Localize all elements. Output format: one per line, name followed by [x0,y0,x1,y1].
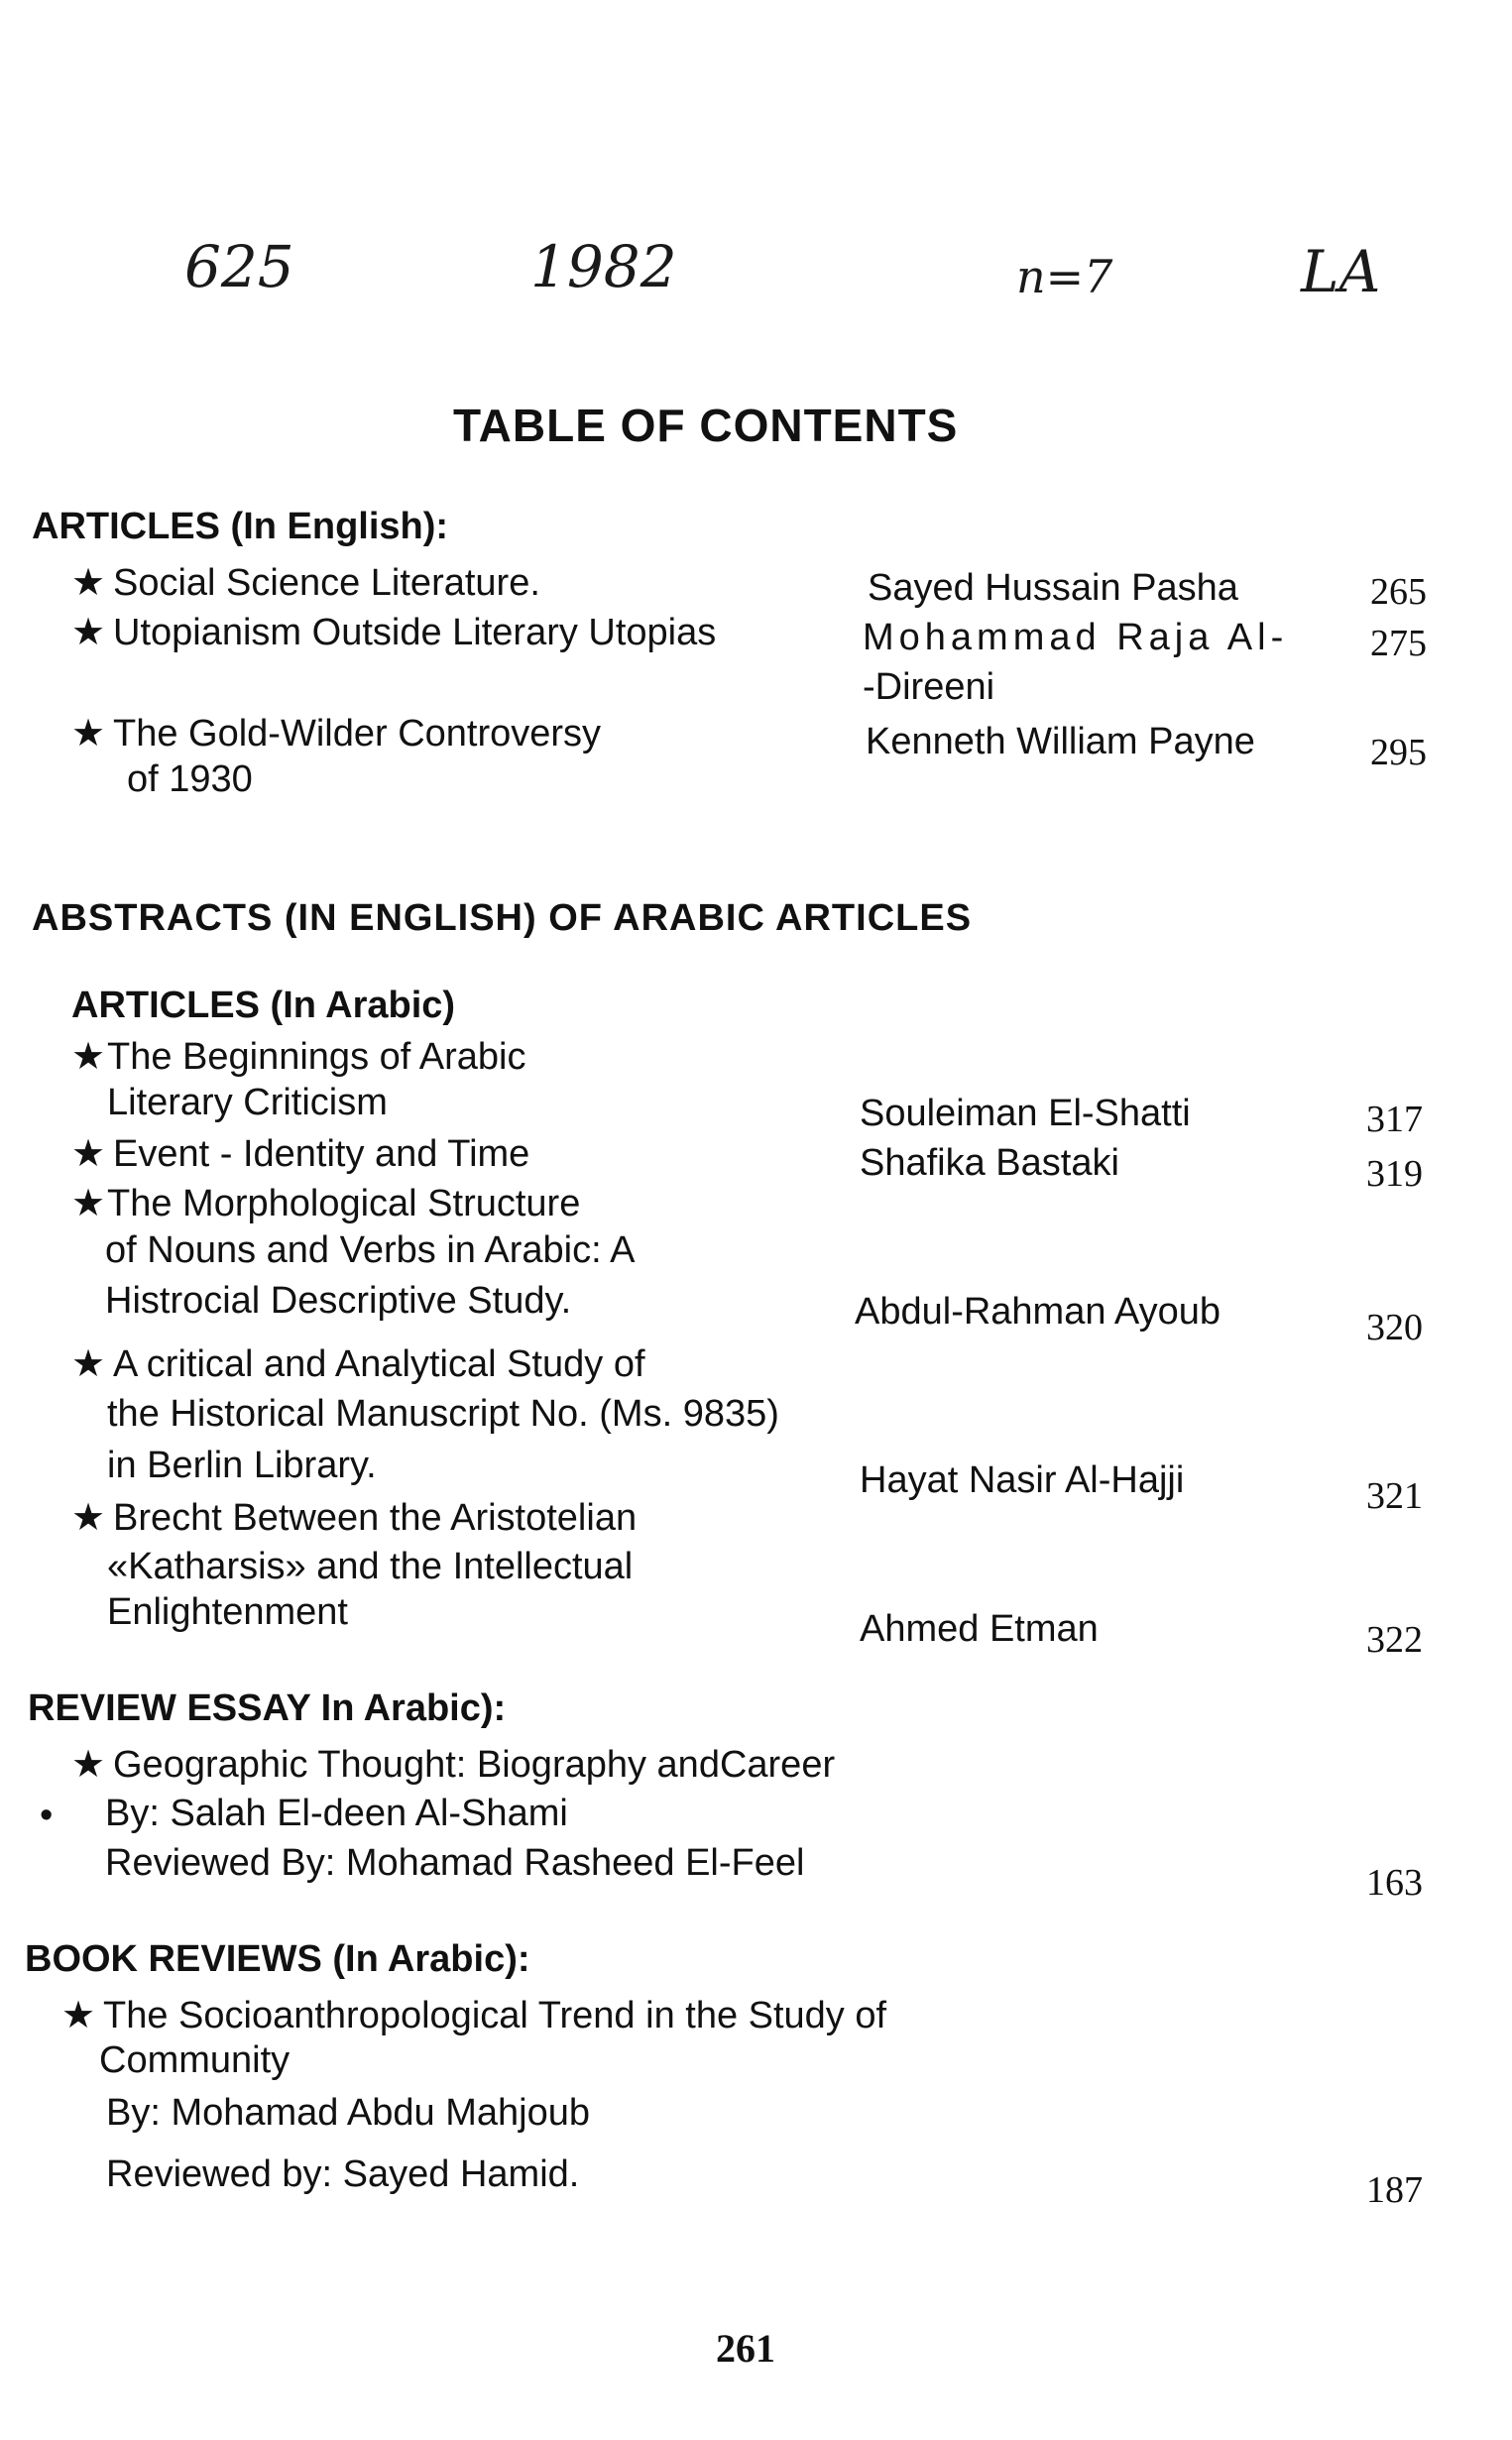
star-icon: ★ [61,1995,96,2036]
star-icon: ★ [71,1036,106,1078]
star-icon: ★ [71,562,106,604]
review-essay-author: By: Salah El-deen Al-Shami [105,1793,568,1834]
toc-entry-title: ★The Morphological Structure [71,1183,581,1224]
toc-entry-page: 321 [1366,1475,1423,1517]
section-heading-articles-english: ARTICLES (In English): [32,506,449,547]
toc-entry-title: ★ Social Science Literature. [71,562,540,604]
toc-entry-title: ★ A critical and Analytical Study of [71,1343,645,1385]
toc-entry-author: Ahmed Etman [860,1608,1099,1650]
toc-entry-title: ★ Event - Identity and Time [71,1133,530,1175]
toc-entry-title-cont: Histrocial Descriptive Study. [105,1280,572,1322]
toc-entry-page: 163 [1366,1862,1423,1904]
toc-entry-title-cont: in Berlin Library. [107,1445,377,1486]
toc-entry-author: Kenneth William Payne [866,721,1255,762]
bullet-icon: • [40,1795,54,1836]
section-heading-review-essay: REVIEW ESSAY In Arabic): [28,1687,507,1729]
star-icon: ★ [71,1183,106,1224]
section-heading-articles-arabic: ARTICLES (In Arabic) [71,985,456,1026]
toc-entry-author: Souleiman El-Shatti [860,1093,1191,1134]
toc-entry-title: ★The Beginnings of Arabic [71,1036,526,1078]
handwritten-note-3: n=7 [1016,250,1113,303]
toc-entry-page: 319 [1366,1153,1423,1195]
page-number: 261 [716,2326,775,2371]
book-review-title-cont: Community [99,2039,291,2081]
toc-entry-author: Abdul-Rahman Ayoub [855,1291,1221,1333]
toc-entry-title: ★ Brecht Between the Aristotelian [71,1497,638,1539]
book-review-reviewer: Reviewed by: Sayed Hamid. [106,2153,580,2195]
section-heading-abstracts: ABSTRACTS (IN ENGLISH) OF ARABIC ARTICLES [32,897,973,939]
toc-entry-title-cont: of Nouns and Verbs in Arabic: A [105,1229,636,1271]
toc-entry-author: Sayed Hussain Pasha [868,567,1238,609]
toc-entry-title-cont: Literary Criticism [107,1082,388,1123]
toc-entry-title-cont: Enlightenment [107,1591,348,1633]
toc-entry-title: ★ The Gold-Wilder Controversy [71,713,602,755]
toc-entry-page: 187 [1366,2169,1423,2211]
star-icon: ★ [71,1133,106,1175]
star-icon: ★ [71,612,106,653]
toc-entry-author: Mohammad Raja Al- [863,617,1289,658]
star-icon: ★ [71,1497,106,1539]
toc-entry-author: Hayat Nasir Al-Hajji [860,1459,1185,1501]
toc-entry-author: Shafika Bastaki [860,1142,1119,1184]
page-title: TABLE OF CONTENTS [453,400,959,451]
star-icon: ★ [71,713,106,755]
toc-entry-page: 320 [1366,1307,1423,1348]
toc-entry-page: 317 [1366,1099,1423,1140]
toc-entry-author-cont: -Direeni [863,666,995,708]
toc-entry-page: 275 [1370,623,1427,664]
book-review-title: ★ The Socioanthropological Trend in the Study of [61,1995,887,2036]
star-icon: ★ [71,1744,106,1786]
star-icon: ★ [71,1343,106,1385]
section-heading-book-reviews: BOOK REVIEWS (In Arabic): [25,1938,530,1980]
toc-entry-page: 295 [1370,732,1427,773]
toc-entry-title-cont: «Katharsis» and the Intellectual [107,1546,634,1587]
review-essay-reviewer: Reviewed By: Mohamad Rasheed El-Feel [105,1842,805,1884]
toc-entry-page: 265 [1370,571,1427,613]
toc-entry-title: ★ Utopianism Outside Literary Utopias [71,612,717,653]
book-review-author: By: Mohamad Abdu Mahjoub [106,2092,590,2134]
toc-entry-title-cont: of 1930 [127,758,253,800]
handwritten-note-2: 1982 [530,233,677,300]
toc-entry-title-cont: the Historical Manuscript No. (Ms. 9835) [107,1393,779,1435]
review-essay-title: ★ Geographic Thought: Biography andCareer [71,1744,836,1786]
toc-entry-page: 322 [1366,1619,1423,1661]
handwritten-note-4: LA [1301,238,1381,305]
handwritten-note-1: 625 [184,233,294,300]
